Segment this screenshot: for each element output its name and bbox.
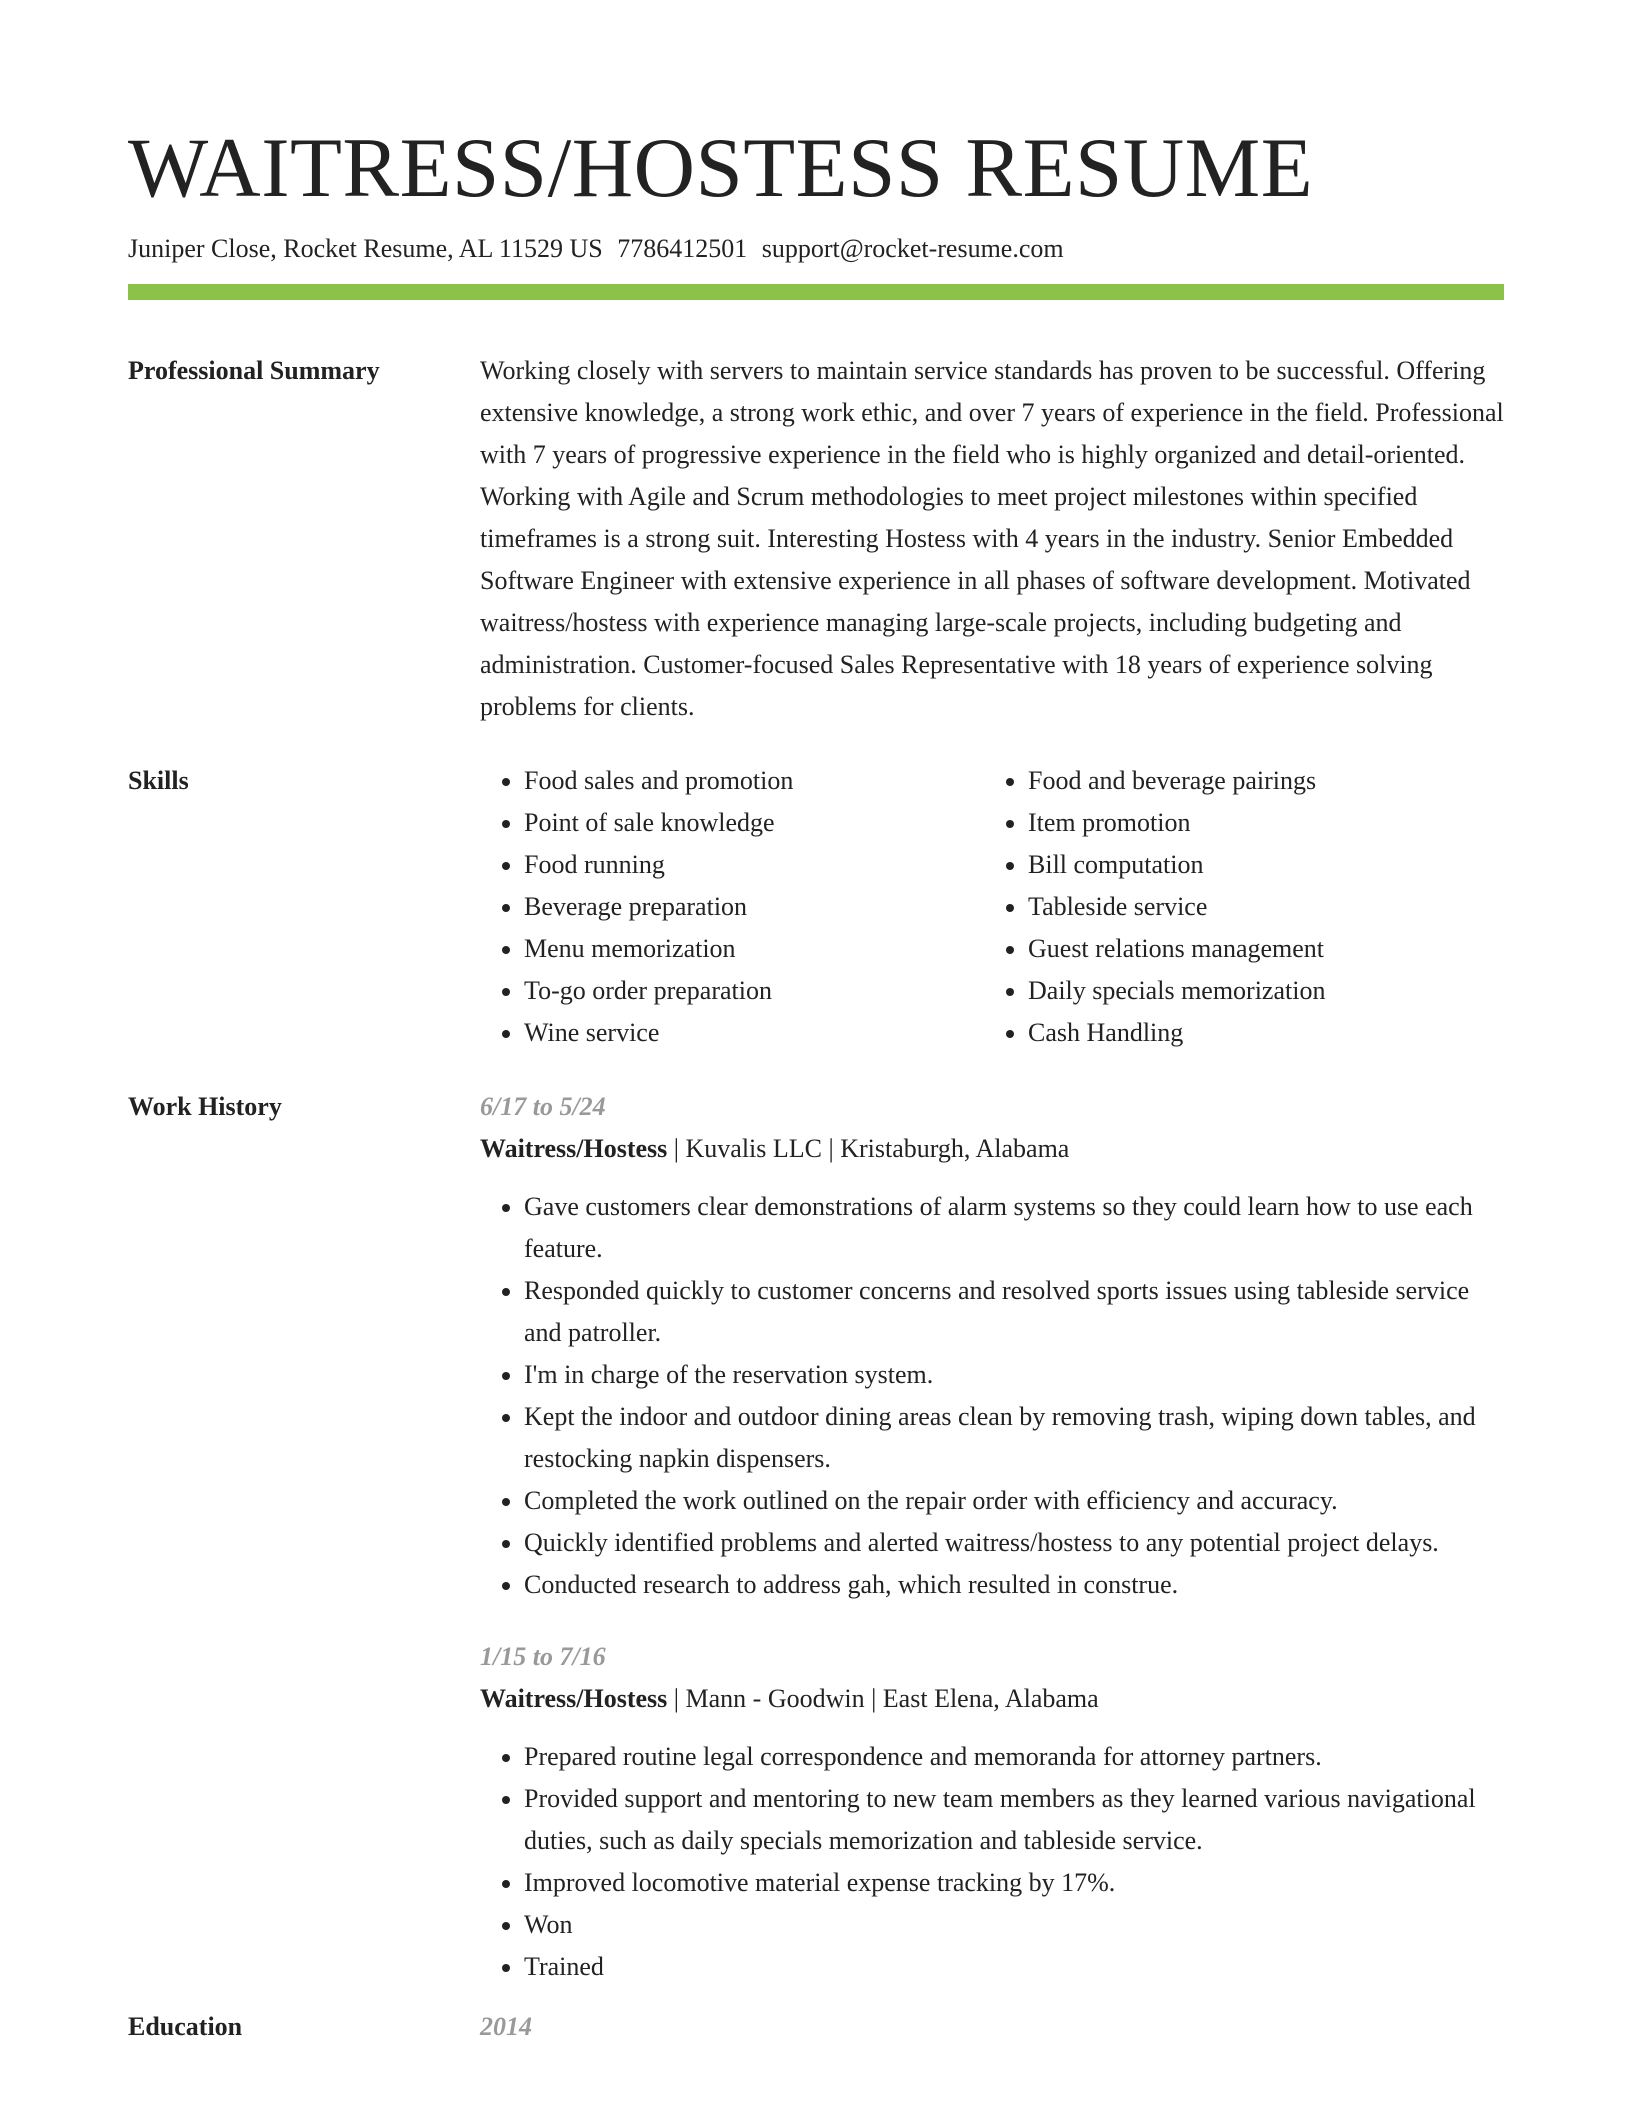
- job-title-line: [480, 1128, 1504, 1170]
- job-entry: [480, 1636, 1504, 1988]
- skill-item: • Food sales and promotion: [524, 760, 984, 802]
- education-section: [128, 2006, 1504, 2048]
- job-title-line: [480, 1678, 1504, 1720]
- job-duty: • Quickly identified problems and alerted waitress/hostess to any potential project delays.: [524, 1522, 1504, 1564]
- job-duty: • Won: [524, 1904, 1504, 1946]
- skill-item: • Point of sale knowledge: [524, 802, 984, 844]
- skill-item: • Food and beverage pairings: [1028, 760, 1504, 802]
- job-duty: • Kept the indoor and outdoor dining areas clean by removing trash, wiping down tables, and restocking napkin dispensers.: [524, 1396, 1504, 1480]
- skill-item: • Tableside service: [1028, 886, 1504, 928]
- skill-item: • Menu memorization: [524, 928, 984, 970]
- job-duty: • I'm in charge of the reservation system.: [524, 1354, 1504, 1396]
- job-dates: 1/15 to 7/16: [480, 1642, 606, 1671]
- job-duty: • Trained: [524, 1946, 1504, 1988]
- job-dates: 6/17 to 5/24: [480, 1092, 606, 1121]
- skills-section: [128, 760, 1504, 1054]
- work-history-heading: Work History: [128, 1092, 282, 1121]
- skill-item: • Beverage preparation: [524, 886, 984, 928]
- skill-item: • Food running: [524, 844, 984, 886]
- summary-heading: Professional Summary: [128, 356, 380, 385]
- education-heading: Education: [128, 2012, 243, 2041]
- job-duties: [480, 1736, 1504, 1988]
- job-position: Waitress/Hostess: [480, 1134, 668, 1163]
- skill-item: • Guest relations management: [1028, 928, 1504, 970]
- job-duty: • Conducted research to address gah, which resulted in construe.: [524, 1564, 1504, 1606]
- resume-title: WAITRESS/HOSTESS RESUME: [128, 121, 1314, 215]
- skills-columns: [480, 760, 1504, 1054]
- work-history-body: [480, 1086, 1504, 1988]
- job-duty: • Completed the work outlined on the repair order with efficiency and accuracy.: [524, 1480, 1504, 1522]
- skills-heading: Skills: [128, 766, 189, 795]
- job-duty: • Gave customers clear demonstrations of alarm systems so they could learn how to use each feature.: [524, 1186, 1504, 1270]
- phone: 7786412501: [617, 234, 748, 263]
- skill-item: • Item promotion: [1028, 802, 1504, 844]
- header-divider: [128, 284, 1504, 300]
- contact-line: [128, 232, 1504, 266]
- skill-item: • Wine service: [524, 1012, 984, 1054]
- email: support@rocket-resume.com: [761, 234, 1064, 263]
- summary-text: Working closely with servers to maintain service standards has proven to be successful. Offering extensive knowledge, a strong work ethic, and over 7 years of experience in the field. Professional with 7 years of progressive experience in the field who is highly organized and detail-oriented. Working with Agile and Scrum methodologies to meet project milestones within specified timeframes is a strong suit. Interesting Hostess with 4 years in the industry. Senior Embedded Software Engineer with extensive experience in all phases of software development. Motivated waitress/hostess with experience managing large-scale projects, including budgeting and administration. Customer-focused Sales Representative with 18 years of experience solving problems for clients.: [480, 356, 1504, 721]
- job-position: Waitress/Hostess: [480, 1684, 668, 1713]
- summary-section: [128, 350, 1504, 728]
- job-duty: • Prepared routine legal correspondence and memoranda for attorney partners.: [524, 1736, 1504, 1778]
- skills-list-right: [984, 760, 1504, 1054]
- address: Juniper Close, Rocket Resume, AL 11529 US: [128, 234, 603, 263]
- skill-item: • To-go order preparation: [524, 970, 984, 1012]
- education-body: [480, 2006, 1504, 2048]
- skill-item: • Daily specials memorization: [1028, 970, 1504, 1012]
- work-history-section: [128, 1086, 1504, 1988]
- job-duty: • Responded quickly to customer concerns and resolved sports issues using tableside service and patroller.: [524, 1270, 1504, 1354]
- job-duty: • Improved locomotive material expense tracking by 17%.: [524, 1862, 1504, 1904]
- job-duties: [480, 1186, 1504, 1606]
- skill-item: • Bill computation: [1028, 844, 1504, 886]
- job-entry: [480, 1086, 1504, 1606]
- job-duty: • Provided support and mentoring to new team members as they learned various navigational duties, such as daily specials memorization and tableside service.: [524, 1778, 1504, 1862]
- education-dates: 2014: [480, 2012, 532, 2041]
- resume-page: [128, 118, 1504, 2048]
- skill-item: • Cash Handling: [1028, 1012, 1504, 1054]
- job-company-location: | Kuvalis LLC | Kristaburgh, Alabama: [667, 1134, 1070, 1163]
- job-company-location: | Mann - Goodwin | East Elena, Alabama: [667, 1684, 1099, 1713]
- skills-list-left: [480, 760, 984, 1054]
